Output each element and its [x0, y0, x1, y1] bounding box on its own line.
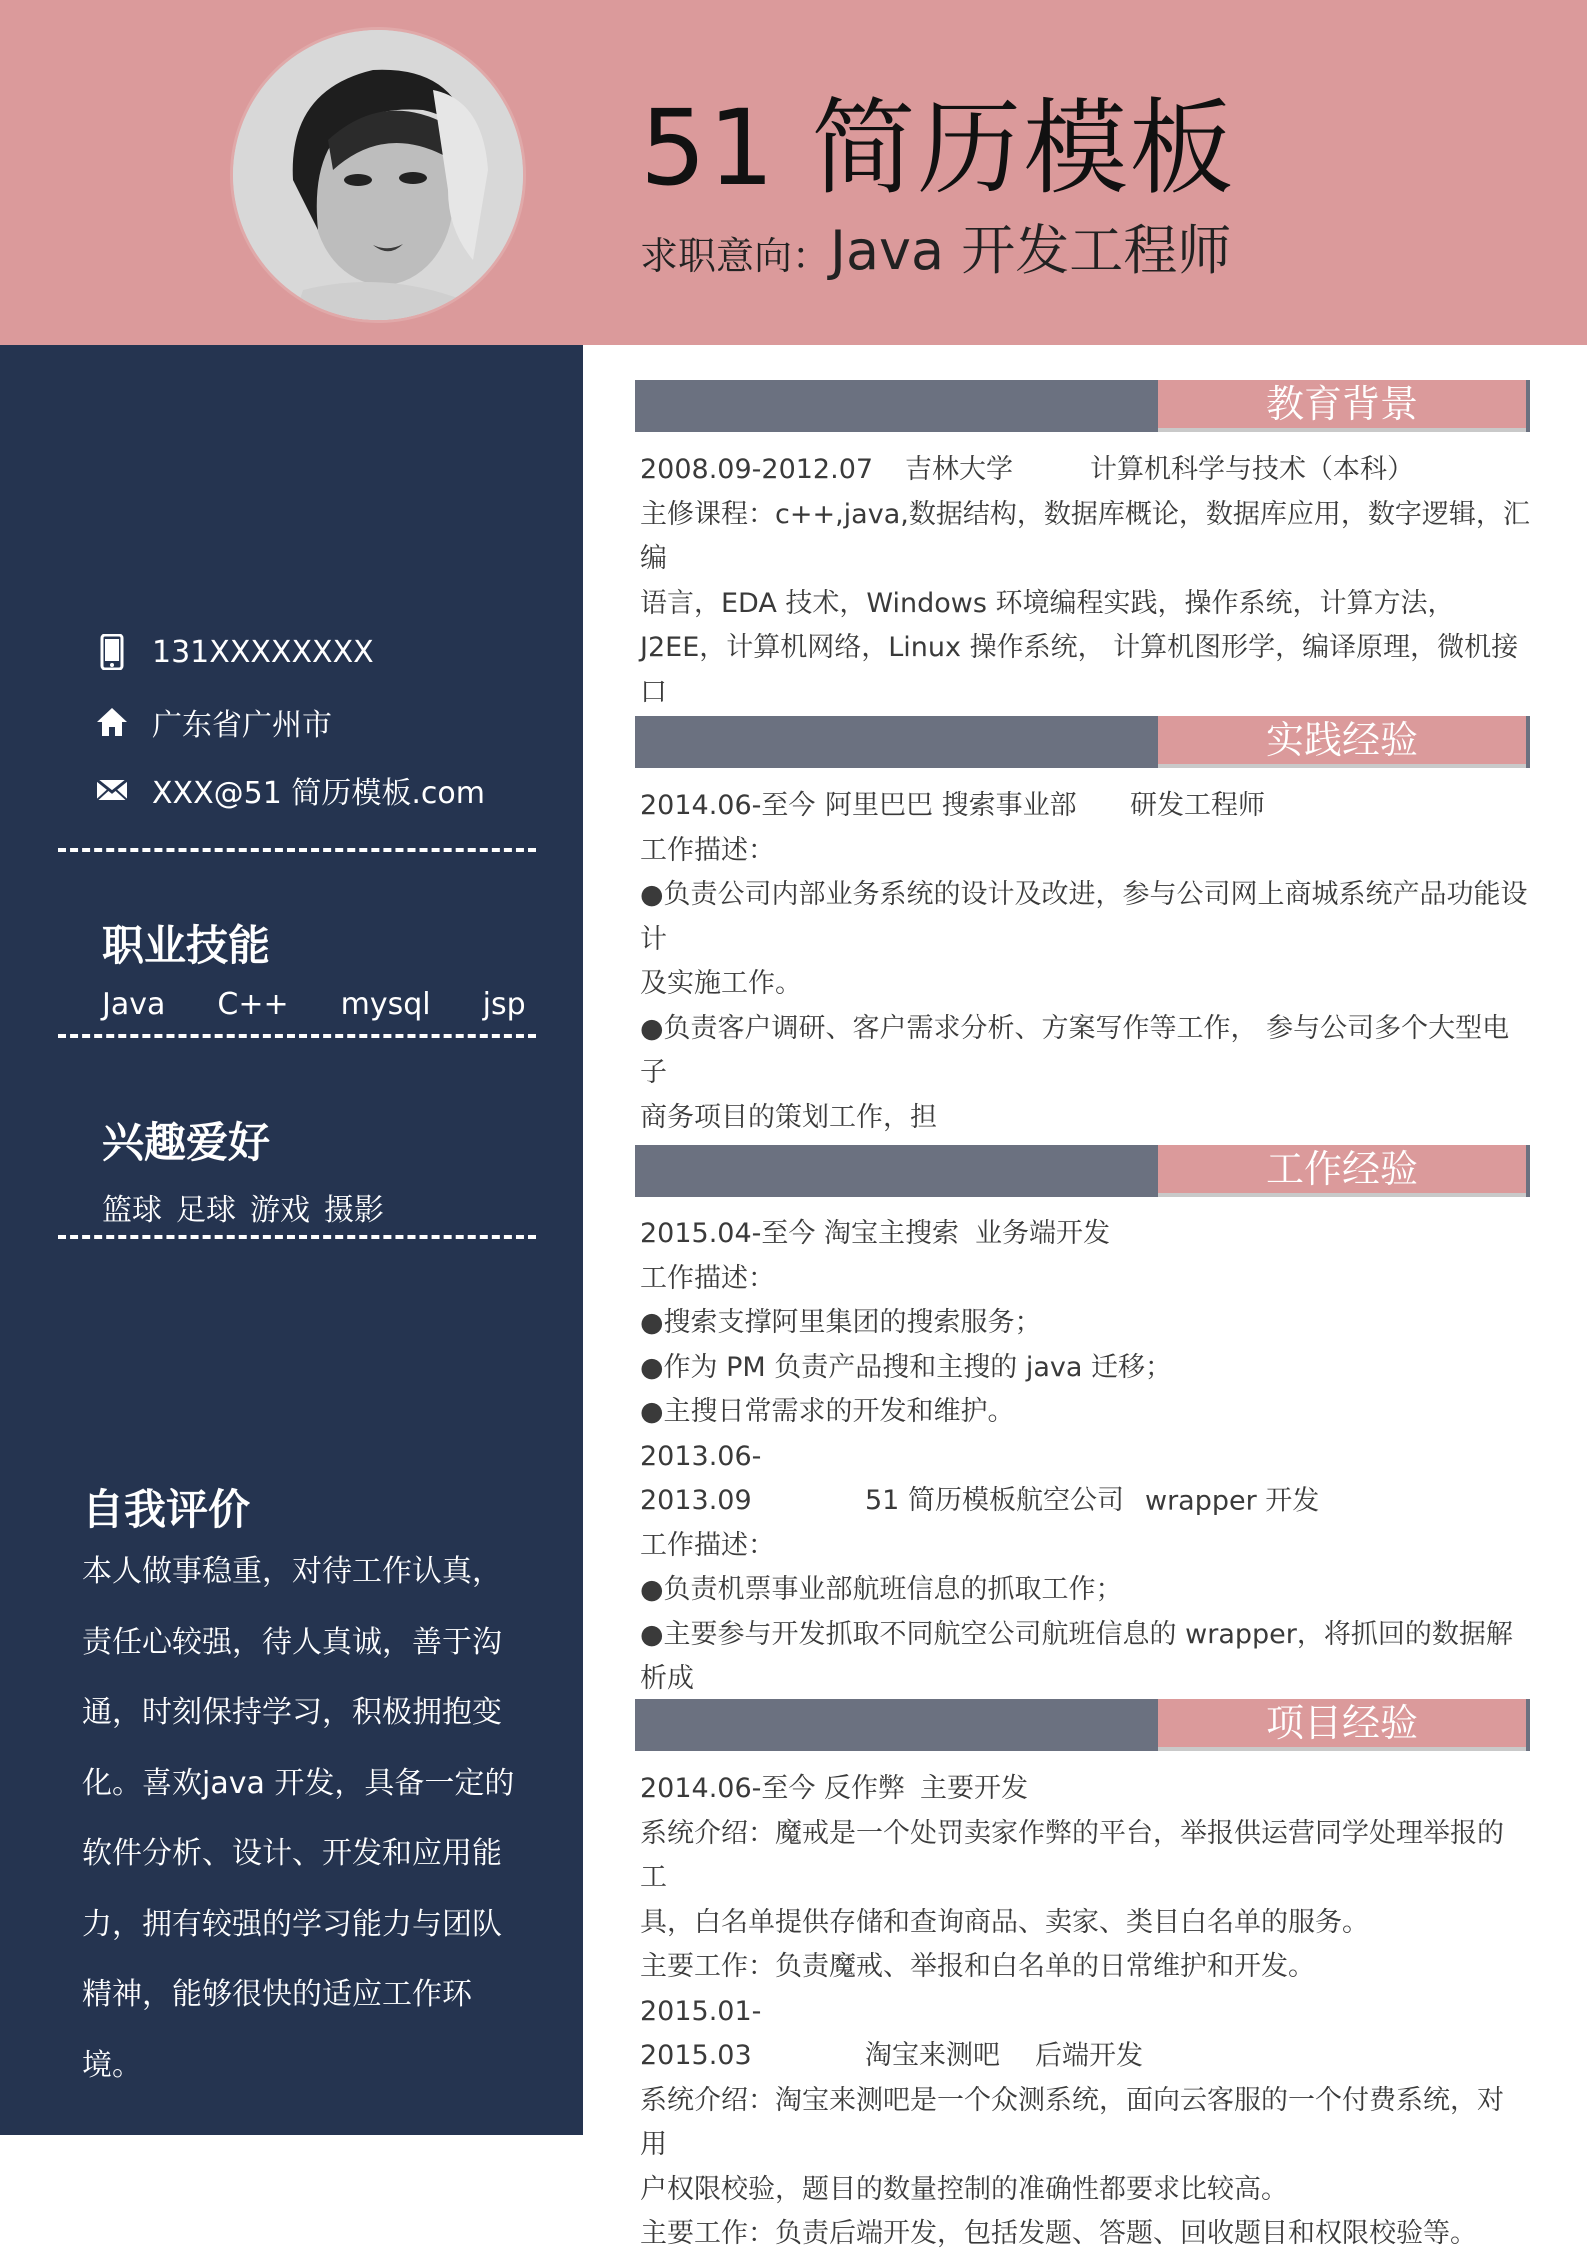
work-header	[635, 1145, 1530, 1197]
skill-item: jsp	[482, 987, 526, 1022]
work-job1-header: 2015.04-至今 淘宝主搜索	[640, 1218, 959, 1249]
projects-header	[635, 1699, 1530, 1751]
hobby-item: 游戏	[250, 1193, 310, 1228]
phone-number: 131XXXXXXXX	[152, 634, 374, 670]
practice-summary	[640, 784, 1530, 829]
project-line: 主要工作：负责后端开发，包括发题、答题、回收题目和权限校验等。	[640, 2218, 1477, 2249]
practice-title: 实践经验	[1158, 716, 1526, 768]
contact-address	[96, 697, 332, 747]
work-job2-company: 51 简历模板航空公司	[865, 1485, 1124, 1516]
home-icon	[96, 704, 128, 740]
job-intent	[640, 208, 1231, 285]
resume-title: 51 简历模板	[640, 87, 1236, 209]
contact-phone	[96, 627, 374, 677]
skills-title: 职业技能	[102, 921, 271, 970]
education-content	[640, 448, 1530, 760]
project2-summary	[640, 1990, 1530, 2079]
contact-email	[96, 765, 485, 815]
education-header	[635, 380, 1530, 432]
hobbies-title: 兴趣爱好	[102, 1118, 271, 1167]
education-title: 教育背景	[1158, 380, 1526, 432]
project2-name: 淘宝来测吧	[865, 2040, 1000, 2071]
education-major: 计算机科学与技术（本科）	[1090, 454, 1414, 485]
practice-line: 工作描述：	[640, 834, 775, 866]
education-period: 2008.09-2012.07	[640, 454, 874, 485]
practice-company: 阿里巴巴 搜索事业部	[825, 790, 1077, 821]
phone-icon	[96, 634, 128, 670]
education-line: J2EE，计算机网络，Linux 操作系统， 计算机图形学，编译原理，微机接口	[640, 632, 1519, 708]
email-text: XXX@51 简历模板.com	[152, 776, 485, 811]
work-line: ●主搜日常需求的开发和维护。	[640, 1396, 1015, 1427]
address-text: 广东省广州市	[152, 708, 332, 743]
skill-item: mysql	[340, 987, 431, 1022]
project1-header: 2014.06-至今 反作弊	[640, 1773, 905, 1804]
sidebar	[0, 345, 583, 2135]
skill-item: C++	[217, 987, 289, 1022]
hobby-item: 足球	[176, 1193, 236, 1228]
skill-item: Java	[102, 987, 166, 1022]
hobbies-list	[102, 1185, 398, 1229]
divider	[58, 1235, 536, 1239]
divider	[58, 848, 536, 852]
practice-header	[635, 716, 1530, 768]
practice-line: 商务项目的策划工作，担	[640, 1101, 937, 1133]
work-line: ●主要参与开发抓取不同航空公司航班信息的 wrapper，将抓回的数据解析成	[640, 1618, 1513, 1694]
mail-icon	[96, 772, 128, 808]
practice-line: ●负责公司内部业务系统的设计及改进，参与公司网上商城系统产品功能设计	[640, 879, 1528, 955]
education-summary	[640, 448, 1530, 493]
project-line: 户权限校验，题目的数量控制的准确性都要求比较高。	[640, 2173, 1288, 2205]
work-job2-role: wrapper 开发	[1145, 1485, 1320, 1516]
skills-list	[102, 987, 578, 1022]
work-job2-period: 2013.06-2013.09	[640, 1440, 762, 1516]
avatar	[233, 30, 523, 320]
education-line: 主修课程：c++,java,数据结构，数据库概论，数据库应用，数字逻辑，汇编	[640, 498, 1530, 574]
portrait-photo	[233, 30, 523, 320]
practice-line: 及实施工作。	[640, 968, 802, 999]
project2-period: 2015.01-2015.03	[640, 1995, 762, 2071]
work-line: ●负责机票事业部航班信息的抓取工作；	[640, 1574, 1123, 1605]
work-job2-summary	[640, 1435, 1530, 1524]
practice-line: ●负责客户调研、客户需求分析、方案写作等工作， 参与公司多个大型电子	[640, 1012, 1510, 1088]
divider	[58, 1034, 536, 1038]
practice-content	[640, 784, 1530, 1185]
hobby-item: 篮球	[102, 1193, 162, 1228]
project-line: 主要工作：负责魔戒、举报和白名单的日常维护和开发。	[640, 1951, 1315, 1982]
work-content	[640, 1212, 1530, 1746]
work-line: 工作描述：	[640, 1529, 775, 1561]
education-line: 语言，EDA 技术，Windows 环境编程实践，操作系统，计算方法，	[640, 587, 1455, 619]
work-title: 工作经验	[1158, 1145, 1526, 1197]
practice-role: 研发工程师	[1130, 790, 1265, 821]
education-school: 吉林大学	[905, 454, 1013, 485]
work-line: 工作描述：	[640, 1262, 775, 1294]
work-line: ●搜索支撑阿里集团的搜索服务；	[640, 1307, 1042, 1338]
self-eval-title: 自我评价	[82, 1485, 251, 1534]
project-line: 系统介绍：淘宝来测吧是一个众测系统，面向云客服的一个付费系统，对用	[640, 2084, 1504, 2160]
job-intent-label: 求职意向：	[640, 234, 831, 278]
practice-period: 2014.06-至今	[640, 790, 816, 821]
header-banner	[0, 0, 1587, 345]
self-eval-text: 本人做事稳重，对待工作认真，责任心较强，待人真诚，善于沟通，时刻保持学习，积极拥抱变化。喜欢java 开发，具备一定的软件分析、设计、开发和应用能力，拥有较强的学习能力与团队精神，能够很快的适应工作环境。	[82, 1554, 515, 2083]
project2-role: 后端开发	[1035, 2040, 1143, 2071]
project1-role: 主要开发	[920, 1773, 1028, 1804]
project1-summary	[640, 1767, 1530, 1812]
work-line: ●作为 PM 负责产品搜和主搜的 java 迁移；	[640, 1351, 1173, 1383]
project-line: 系统介绍：魔戒是一个处罚卖家作弊的平台，举报供运营同学处理举报的工	[640, 1817, 1504, 1893]
work-job1-role: 业务端开发	[975, 1218, 1110, 1249]
job-intent-value: Java 开发工程师	[830, 219, 1232, 282]
hobby-item: 摄影	[324, 1193, 384, 1228]
projects-title: 项目经验	[1158, 1699, 1526, 1751]
projects-content	[640, 1767, 1530, 2257]
work-job1-summary	[640, 1212, 1530, 1257]
project-line: 具，白名单提供存储和查询商品、卖家、类目白名单的服务。	[640, 1906, 1369, 1938]
